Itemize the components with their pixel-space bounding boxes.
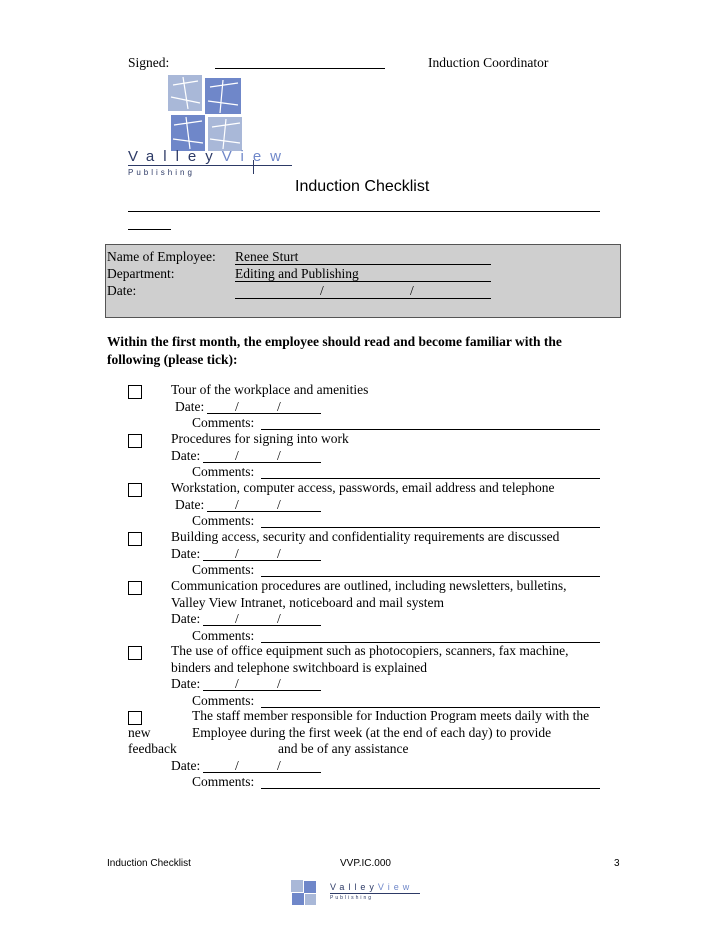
date-separator: / [410, 283, 414, 298]
item-date-separator: / [235, 545, 239, 561]
item-date-separator: / [235, 757, 239, 773]
logo-subtitle: Publishing [128, 168, 195, 177]
department-line[interactable] [235, 281, 491, 282]
item-date-separator: / [277, 611, 281, 626]
item-date-label: Date: [171, 447, 201, 463]
item-text: Tour of the workplace and amenities [171, 382, 369, 397]
footer-page-number: 3 [614, 858, 620, 869]
item-date-label: Date: [171, 611, 201, 626]
logo-word-view: View [221, 148, 290, 165]
item-date-label: Date: [175, 398, 205, 414]
item-date-label: Date: [171, 676, 201, 691]
employee-name-value: Renee Sturt [235, 249, 299, 264]
item-date-separator: / [235, 398, 239, 414]
item-text: Workstation, computer access, passwords, email address and telephone [171, 480, 555, 495]
item-date-label: Date: [171, 757, 201, 773]
item-text: Employee during the first week (at the end of each day) to provide [192, 724, 552, 740]
item-checkbox[interactable] [128, 646, 142, 660]
logo-tiles-icon [168, 75, 244, 153]
item-date-separator: / [277, 496, 281, 512]
item-comments-label: Comments: [192, 692, 255, 708]
item-date-separator: / [277, 757, 281, 773]
item-checkbox[interactable] [128, 483, 142, 497]
item-text: Building access, security and confidentiality requirements are discussed [171, 529, 560, 544]
footer-logo-subtitle: Publishing [330, 895, 374, 901]
item-date-field[interactable] [207, 511, 321, 512]
item-date-field[interactable] [203, 772, 321, 773]
department-value: Editing and Publishing [235, 266, 359, 281]
logo-tick [253, 160, 254, 174]
item-date-label: Date: [171, 545, 201, 561]
item-text-wrap: new [128, 724, 151, 740]
item-date-field[interactable] [203, 690, 321, 691]
footer-logo-view: View [377, 882, 414, 892]
item-date-separator: / [235, 496, 239, 512]
item-date-field[interactable] [203, 560, 321, 561]
coordinator-label: Induction Coordinator [428, 55, 549, 70]
item-comments-label: Comments: [192, 513, 255, 528]
item-comments-field[interactable] [261, 429, 600, 430]
date-line[interactable] [235, 298, 491, 299]
item-date-separator: / [235, 676, 239, 691]
item-comments-label: Comments: [192, 415, 255, 430]
item-comments-field[interactable] [261, 478, 600, 479]
item-date-separator: / [277, 545, 281, 561]
item-text: The staff member responsible for Induction Program meets daily with the [192, 708, 590, 723]
date-separator: / [320, 283, 324, 298]
item-date-field[interactable] [203, 462, 321, 463]
item-date-separator: / [277, 447, 281, 463]
intro-text: Within the first month, the employee should read and become familiar with the following (please tick): [107, 334, 562, 367]
item-comments-label: Comments: [192, 562, 255, 577]
employee-name-line[interactable] [235, 264, 491, 265]
item-comments-field[interactable] [261, 576, 600, 577]
item-comments-field[interactable] [261, 788, 600, 789]
employee-name-label: Name of Employee: [107, 249, 216, 264]
logo-rule [128, 165, 292, 166]
footer-logo-rule [330, 893, 420, 894]
item-checkbox[interactable] [128, 434, 142, 448]
footer-logo-tiles-icon [291, 880, 317, 906]
date-label: Date: [107, 283, 137, 298]
footer-logo-valley: Valley [330, 882, 378, 892]
item-comments-label: Comments: [192, 774, 255, 789]
signed-label: Signed: [128, 55, 170, 70]
item-comments-label: Comments: [192, 464, 255, 479]
item-date-field[interactable] [207, 413, 321, 414]
item-text-wrap: feedback [128, 741, 177, 756]
item-date-separator: / [235, 447, 239, 463]
item-text: Communication procedures are outlined, including newsletters, bulletins, [171, 578, 567, 593]
item-date-label: Date: [175, 496, 205, 512]
department-label: Department: [107, 266, 175, 281]
logo-word-valley: Valley [128, 148, 222, 165]
item-checkbox[interactable] [128, 581, 142, 595]
item-text: binders and telephone switchboard is explained [171, 659, 428, 675]
item-checkbox[interactable] [128, 532, 142, 546]
footer-title: Induction Checklist [107, 858, 191, 869]
title-rule-1 [128, 211, 600, 212]
item-date-separator: / [277, 398, 281, 414]
item-text: Valley View Intranet, noticeboard and mail system [171, 594, 444, 610]
item-date-separator: / [235, 611, 239, 626]
title-rule-2 [128, 229, 171, 230]
item-checkbox[interactable] [128, 385, 142, 399]
item-text: The use of office equipment such as photocopiers, scanners, fax machine, [171, 643, 569, 658]
item-comments-field[interactable] [261, 527, 600, 528]
item-text: and be of any assistance [278, 741, 409, 756]
item-date-field[interactable] [203, 625, 321, 626]
item-comments-label: Comments: [192, 627, 255, 643]
page-title: Induction Checklist [295, 178, 430, 195]
item-text: Procedures for signing into work [171, 431, 349, 446]
item-checkbox[interactable] [128, 711, 142, 725]
footer-doc-code: VVP.IC.000 [340, 858, 391, 869]
item-date-separator: / [277, 676, 281, 691]
signature-line [215, 68, 385, 69]
